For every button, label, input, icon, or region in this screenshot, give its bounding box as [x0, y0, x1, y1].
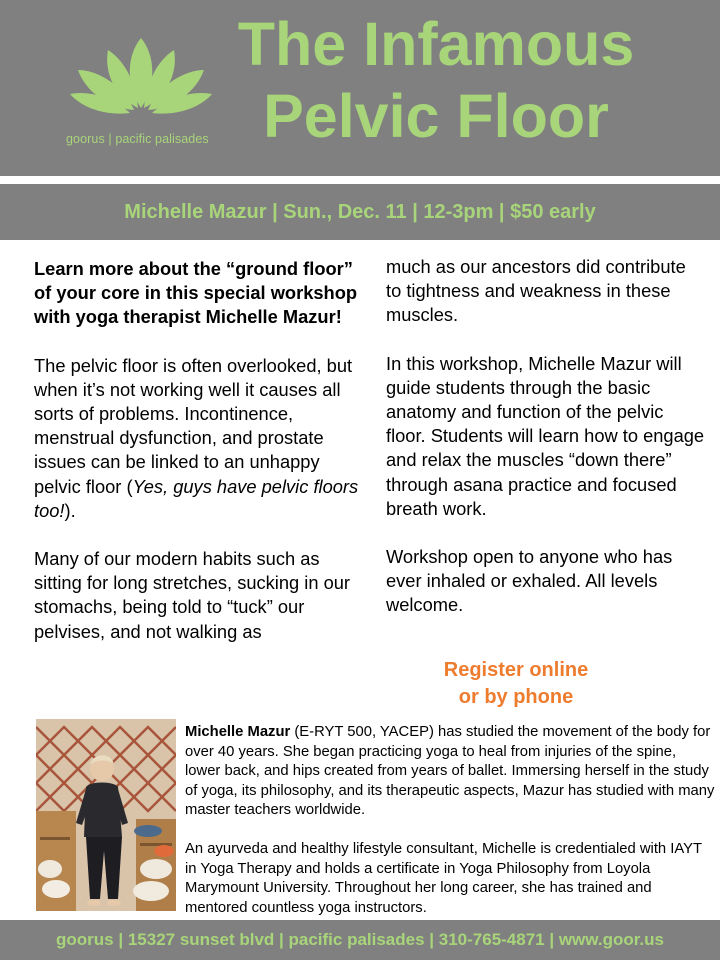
workshop-paragraph: In this workshop, Michelle Mazur will guide students through the basic anatomy and function of the pelvic floor. Students will learn how to engage and relax the muscles “down there” through asana practice and focused breath work. — [386, 352, 705, 519]
bio-text: (E-RYT 500, YACEP) has studied the movement of the body for over 40 years. She began practicing yoga to heal from injuries of the spine, lower back, and hips created from years of ballet. Immersing herself in the study of yoga, its philosophy, and its therapeutic aspects, Mazur has studied with many master teachers worldwide. — [185, 724, 715, 819]
goorus-logo — [58, 34, 228, 146]
register-line-1: Register online — [443, 659, 589, 681]
instructor-photo — [36, 719, 176, 911]
event-info-bar — [0, 184, 720, 240]
lead-paragraph: Learn more about the “ground floor” of your core in this special workshop with yoga therapist Michelle Mazur! — [34, 258, 358, 328]
footer-bar — [0, 920, 720, 960]
lotus-icon — [68, 34, 214, 116]
right-column — [386, 255, 706, 618]
divider — [0, 176, 720, 184]
bio-name: Michelle Mazur — [185, 724, 291, 740]
instructor-photo-image — [36, 719, 176, 911]
title-line-2: Pelvic Floor — [263, 82, 609, 150]
logo-text: goorus | pacific palisades — [66, 132, 209, 146]
bio-paragraph-2: An ayurveda and healthy lifestyle consultant, Michelle is credentialed with IAYT in Yoga Therapy and holds a certificate in Yoga Philosophy from Loyola Marymount University. Throughout her long career, she has trained and mentored countless yoga instructors. — [185, 840, 702, 916]
header-band — [0, 0, 720, 176]
habits-continued-paragraph: much as our ancestors did contribute to tightness and weakness in these muscles. — [386, 256, 686, 326]
register-line-2: or by phone — [458, 686, 574, 708]
bio-paragraph-1 — [185, 723, 715, 821]
habits-paragraph: Many of our modern habits such as sitting for long stretches, sucking in our stomachs, being told to “tuck” our pelvises, and not walking as — [34, 548, 351, 642]
paragraph-text: The pelvic floor is often overlooked, but when it’s not working well it causes all sorts of problems. Incontinence, menstrual dysfunction, and prostate issues can be linked to an unhappy pelvic floor ( — [34, 354, 353, 497]
page-title — [216, 8, 656, 152]
register-callout — [386, 657, 646, 711]
instructor-bio — [185, 723, 715, 918]
left-column — [34, 257, 364, 644]
paragraph-italic: Yes, guys have pelvic floors too! — [34, 475, 359, 521]
event-info-text: Michelle Mazur | Sun., Dec. 11 | 12-3pm | $50 early — [124, 201, 596, 223]
title-line-1: The Infamous — [237, 10, 635, 78]
pelvic-floor-paragraph — [34, 354, 364, 523]
footer-contact-text: goorus | 15327 sunset blvd | pacific palisades | 310-765-4871 | www.goor.us — [56, 930, 664, 949]
open-to-all-paragraph: Workshop open to anyone who has ever inhaled or exhaled. All levels welcome. — [386, 546, 673, 616]
paragraph-text-end: ). — [64, 499, 76, 521]
